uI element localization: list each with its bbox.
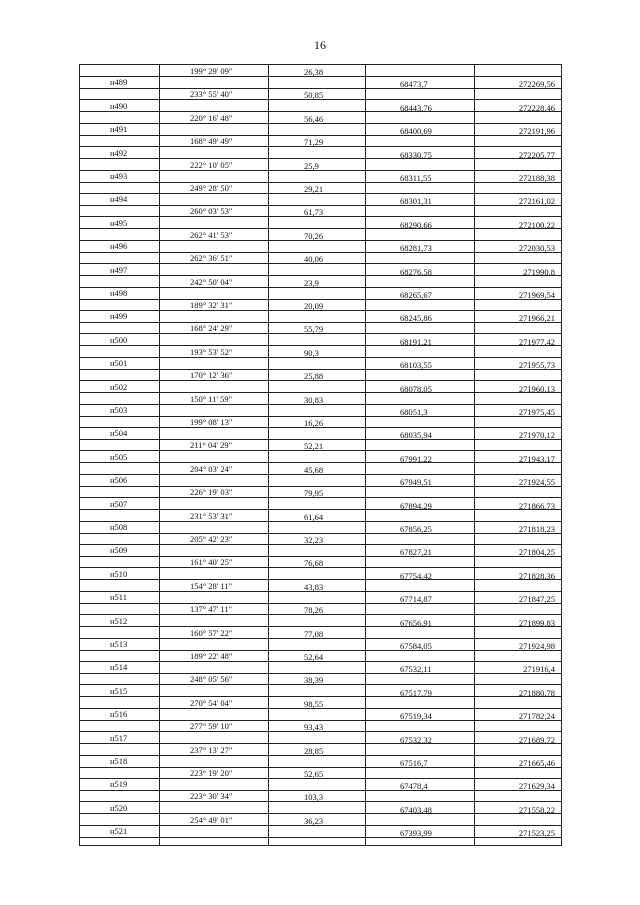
coordinate-y: 271880,78	[518, 687, 555, 698]
row-divider	[80, 813, 561, 814]
coordinate-y: 271924,98	[518, 641, 555, 651]
coordinate-y: 271916,4	[523, 664, 555, 675]
point-label: н515	[110, 685, 128, 696]
coordinate-y: 271924,55	[518, 477, 555, 488]
coordinate-x: 68281,73	[400, 243, 432, 254]
direction-angle: 260° 03' 53"	[190, 206, 233, 217]
direction-angle: 170° 12' 36"	[190, 370, 233, 381]
segment-length: 23,9	[304, 277, 319, 288]
coordinate-y: 271629,34	[518, 781, 555, 792]
row-divider	[80, 182, 561, 183]
coordinate-y: 271665,46	[518, 758, 555, 768]
coordinate-x: 68276,58	[400, 266, 432, 277]
coordinate-x: 68035,94	[400, 430, 432, 441]
coordinate-x: 68443,76	[400, 102, 432, 113]
segment-length: 32,23	[304, 535, 324, 545]
coordinate-y: 271523,25	[518, 828, 555, 839]
coordinate-y: 271847,25	[518, 594, 555, 605]
segment-length: 78,26	[304, 605, 324, 616]
direction-angle: 270° 54' 04"	[190, 697, 233, 708]
coordinate-y: 272228,46	[518, 102, 555, 113]
coordinate-y: 271899,83	[518, 617, 555, 628]
direction-angle: 223° 19' 20"	[190, 768, 233, 778]
direction-angle: 277° 59' 10"	[190, 721, 233, 732]
point-label: н505	[110, 451, 128, 462]
point-label: н501	[110, 358, 128, 369]
point-label: н499	[110, 311, 128, 322]
row-divider	[80, 158, 561, 159]
segment-length: 38,39	[304, 675, 324, 686]
row-divider	[80, 579, 561, 580]
direction-angle: 233° 55' 40"	[190, 89, 233, 100]
row-divider	[80, 357, 561, 358]
row-divider	[80, 252, 561, 253]
direction-angle: 231° 53' 31"	[190, 510, 233, 521]
direction-angle: 150° 11' 59"	[190, 393, 233, 404]
coordinate-x: 68473,7	[400, 79, 428, 90]
point-label: н514	[110, 662, 128, 673]
coordinate-y: 271689,72	[518, 734, 555, 745]
coordinate-x: 67532,11	[400, 664, 432, 675]
row-divider	[80, 299, 561, 300]
segment-length: 77,08	[304, 628, 324, 639]
row-divider	[80, 111, 561, 112]
point-label: н500	[110, 334, 128, 345]
direction-angle: 249° 28' 50"	[190, 183, 233, 193]
coordinate-x: 67584,05	[400, 641, 432, 651]
coordinate-y: 271804,25	[518, 547, 555, 558]
direction-angle: 168° 49' 49"	[190, 136, 233, 147]
segment-length: 20,09	[304, 301, 324, 311]
coordinate-y: 271943,17	[518, 453, 555, 464]
row-divider	[80, 392, 561, 393]
point-label: н492	[110, 147, 128, 158]
segment-length: 93,43	[304, 722, 324, 733]
coordinate-x: 67393,99	[400, 828, 432, 839]
direction-angle: 226° 19' 03"	[190, 487, 233, 498]
segment-length: 90,3	[304, 347, 319, 358]
coordinate-y: 271960,13	[518, 383, 555, 394]
coordinates-table	[79, 64, 562, 846]
direction-angle: 193° 53' 52"	[190, 346, 233, 357]
coordinate-x: 67516,7	[400, 758, 428, 768]
coordinate-x: 67991,22	[400, 453, 432, 464]
direction-angle: 189° 32' 31"	[190, 300, 233, 310]
coordinate-y: 271977,42	[518, 336, 555, 347]
segment-length: 52,65	[304, 769, 324, 779]
coordinate-x: 67949,51	[400, 477, 432, 488]
coordinate-x: 68290,66	[400, 219, 432, 230]
direction-angle: 160° 57' 22"	[190, 627, 233, 638]
coordinate-y: 272030,53	[518, 243, 555, 254]
direction-angle: 237° 13' 27"	[190, 744, 233, 755]
coordinate-y: 272161,02	[518, 196, 555, 207]
segment-length: 25,88	[304, 371, 324, 382]
point-label: н513	[110, 639, 128, 649]
coordinate-y: 271966,21	[518, 313, 555, 324]
coordinate-x: 67714,87	[400, 594, 432, 605]
point-label: н519	[110, 779, 128, 790]
row-divider	[80, 322, 561, 323]
coordinate-y: 271969,54	[518, 290, 555, 300]
segment-length: 79,95	[304, 488, 324, 499]
coordinate-x: 68191,21	[400, 336, 432, 347]
segment-length: 40,06	[304, 254, 324, 265]
coordinate-y: 271558,22	[518, 804, 555, 815]
coordinate-y: 271782,24	[518, 711, 555, 722]
segment-length: 52,21	[304, 441, 324, 452]
point-label: н508	[110, 522, 128, 532]
coordinate-x: 67856,25	[400, 524, 432, 534]
segment-length: 29,21	[304, 184, 324, 194]
point-label: н520	[110, 802, 128, 813]
coordinate-y: 272205,77	[518, 149, 555, 160]
direction-angle: 189° 22' 48"	[190, 651, 233, 661]
point-label: н491	[110, 124, 128, 135]
point-label: н506	[110, 475, 128, 486]
row-divider	[80, 205, 561, 206]
point-label: н510	[110, 568, 128, 579]
direction-angle: 199° 08' 13"	[190, 417, 233, 427]
segment-length: 43,83	[304, 581, 324, 592]
point-label: н503	[110, 405, 128, 415]
direction-angle: 154° 28' 11"	[190, 580, 233, 591]
row-divider	[80, 696, 561, 697]
point-label: н498	[110, 288, 128, 298]
segment-length: 36,23	[304, 815, 324, 826]
segment-length: 76,68	[304, 558, 324, 569]
direction-angle: 137° 47' 11"	[190, 604, 233, 615]
page-number: 16	[314, 38, 326, 52]
row-divider	[80, 720, 561, 721]
segment-length: 50,85	[304, 90, 324, 101]
coordinate-x: 67656,91	[400, 617, 432, 628]
point-label: н521	[110, 826, 128, 837]
point-label: н496	[110, 241, 128, 252]
direction-angle: 161° 40' 25"	[190, 557, 233, 568]
point-label: н512	[110, 615, 128, 626]
segment-length: 103,3	[304, 792, 324, 803]
coordinate-y: 271955,73	[518, 360, 555, 371]
direction-angle: 220° 16' 48"	[190, 112, 233, 123]
coordinate-x: 68103,55	[400, 360, 432, 371]
direction-angle: 254° 49' 01"	[190, 814, 233, 825]
point-label: н489	[110, 77, 128, 88]
row-divider	[80, 626, 561, 627]
direction-angle: 262° 36' 51"	[190, 253, 233, 264]
point-label: н490	[110, 100, 128, 111]
direction-angle: 223° 30' 34"	[190, 791, 233, 802]
coordinate-y: 271828,36	[518, 570, 555, 581]
coordinate-y: 272188,38	[518, 173, 555, 183]
coordinate-y: 272100,22	[518, 219, 555, 230]
row-divider	[80, 509, 561, 510]
segment-length: 16,26	[304, 418, 324, 428]
direction-angle: 248° 05' 56"	[190, 674, 233, 685]
row-divider	[80, 533, 561, 534]
direction-angle: 168° 24' 29"	[190, 323, 233, 334]
coordinate-y: 272191,96	[518, 126, 555, 137]
row-divider	[80, 650, 561, 651]
direction-angle: 204° 03' 24"	[190, 463, 233, 474]
segment-length: 61,73	[304, 207, 324, 218]
row-divider	[80, 767, 561, 768]
coordinate-y: 271970,12	[518, 430, 555, 441]
segment-length: 55,79	[304, 324, 324, 335]
coordinate-y: 271818,23	[518, 524, 555, 534]
segment-length: 56,46	[304, 113, 324, 124]
row-divider	[80, 416, 561, 417]
row-divider	[80, 556, 561, 557]
coordinate-x: 68330,75	[400, 149, 432, 160]
row-divider	[80, 462, 561, 463]
coordinate-x: 68078,05	[400, 383, 432, 394]
point-label: н511	[110, 592, 127, 603]
coordinate-x: 67403,48	[400, 804, 432, 815]
segment-length: 28,85	[304, 745, 324, 756]
coordinate-x: 68400,69	[400, 126, 432, 137]
coordinate-x: 67754,42	[400, 570, 432, 581]
row-divider	[80, 486, 561, 487]
coordinate-x: 68245,86	[400, 313, 432, 324]
coordinate-x: 67532,32	[400, 734, 432, 745]
row-divider	[80, 837, 561, 838]
row-divider	[80, 369, 561, 370]
row-divider	[80, 170, 561, 171]
point-label: н504	[110, 428, 128, 439]
coordinate-x: 67894,29	[400, 500, 432, 511]
coordinate-y: 271975,45	[518, 407, 555, 417]
segment-length: 45,68	[304, 464, 324, 475]
row-divider	[80, 88, 561, 89]
segment-length: 26,38	[304, 67, 324, 77]
point-label: н509	[110, 545, 128, 556]
row-divider	[80, 345, 561, 346]
point-label: н517	[110, 732, 128, 743]
coordinate-y: 271990,8	[523, 266, 555, 277]
row-divider	[80, 439, 561, 440]
direction-angle: 205° 42' 23"	[190, 534, 233, 544]
row-divider	[80, 603, 561, 604]
coordinate-x: 67827,21	[400, 547, 432, 558]
row-divider	[80, 275, 561, 276]
row-divider	[80, 228, 561, 229]
coordinate-x: 67517,79	[400, 687, 432, 698]
coordinate-x: 67519,34	[400, 711, 432, 722]
row-divider	[80, 790, 561, 791]
row-divider	[80, 135, 561, 136]
segment-length: 30,83	[304, 394, 324, 405]
point-label: н493	[110, 171, 128, 181]
point-label: н502	[110, 381, 128, 392]
point-label: н495	[110, 217, 128, 228]
direction-angle: 211° 04' 29"	[190, 440, 233, 451]
point-label: н507	[110, 498, 128, 509]
coordinate-x: 68301,31	[400, 196, 432, 207]
row-divider	[80, 673, 561, 674]
point-label: н497	[110, 264, 128, 275]
point-label: н494	[110, 194, 128, 205]
point-label: н518	[110, 756, 128, 766]
coordinate-x: 68051,3	[400, 407, 428, 417]
segment-length: 61,64	[304, 511, 324, 522]
coordinate-y: 271866,73	[518, 500, 555, 511]
segment-length: 71,29	[304, 137, 324, 148]
row-divider	[80, 743, 561, 744]
direction-angle: 222° 10' 05"	[190, 159, 233, 170]
direction-angle: 199° 29' 09"	[190, 66, 233, 76]
point-label: н516	[110, 709, 128, 720]
segment-length: 25,9	[304, 160, 319, 171]
coordinate-y: 272269,56	[518, 79, 555, 90]
coordinate-x: 68311,55	[400, 173, 432, 183]
coordinate-x: 68265,67	[400, 290, 432, 300]
segment-length: 70,26	[304, 230, 324, 241]
direction-angle: 242° 50' 04"	[190, 276, 233, 287]
segment-length: 52,64	[304, 652, 324, 662]
coordinate-x: 67478,4	[400, 781, 428, 792]
segment-length: 98,55	[304, 698, 324, 709]
direction-angle: 262° 41' 53"	[190, 229, 233, 240]
row-divider	[80, 287, 561, 288]
